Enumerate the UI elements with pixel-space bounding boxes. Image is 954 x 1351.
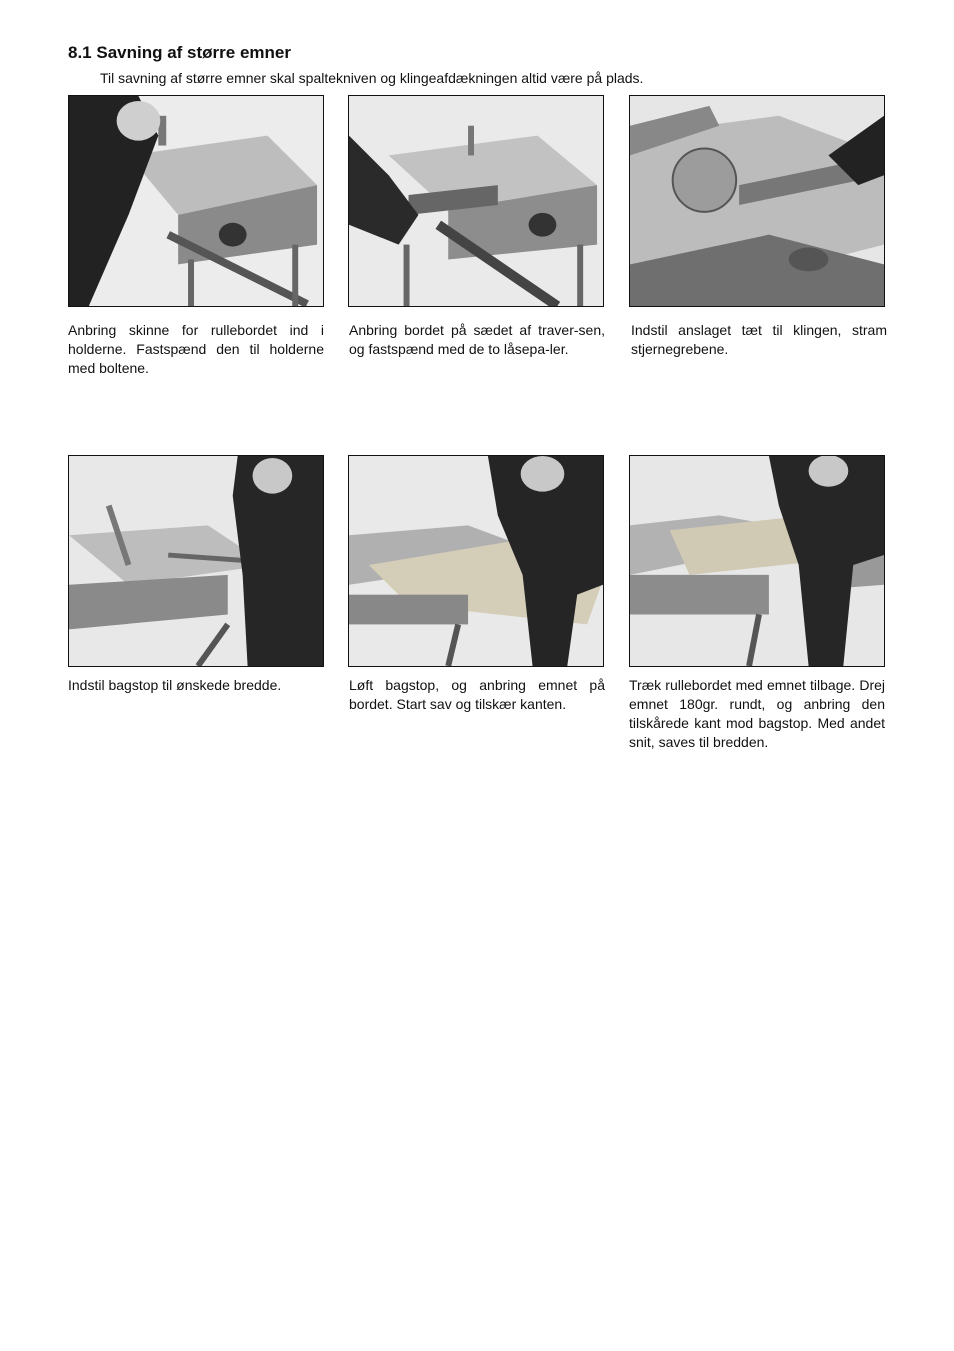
step-3-caption: Indstil anslaget tæt til klingen, stram stjernegrebene.	[631, 322, 887, 357]
step-1-photo	[68, 95, 324, 307]
step-4-caption: Indstil bagstop til ønskede bredde.	[68, 677, 282, 693]
step-5-photo	[348, 455, 604, 667]
step-6-photo	[629, 455, 885, 667]
step-3-photo	[629, 95, 885, 307]
step-6-caption: Træk rullebordet med emnet tilbage. Drej emnet 180gr. rundt, og anbring den tilskårede kant mod bagstop. Med andet snit, saves til bredden.	[629, 677, 885, 750]
step-2-photo	[348, 95, 604, 307]
section-heading: 8.1 Savning af større emner	[68, 43, 291, 62]
step-1-caption: Anbring skinne for rullebordet ind i holderne. Fastspænd den til holderne med boltene.	[68, 322, 324, 376]
step-4-photo	[68, 455, 324, 667]
step-2-caption: Anbring bordet på sædet af traver-sen, og fastspænd med de to låsepa-ler.	[349, 322, 605, 357]
section-intro: Til savning af større emner skal spaltekniven og klingeafdækningen altid være på plads.	[100, 70, 644, 86]
step-5-caption: Løft bagstop, og anbring emnet på bordet. Start sav og tilskær kanten.	[349, 677, 605, 712]
